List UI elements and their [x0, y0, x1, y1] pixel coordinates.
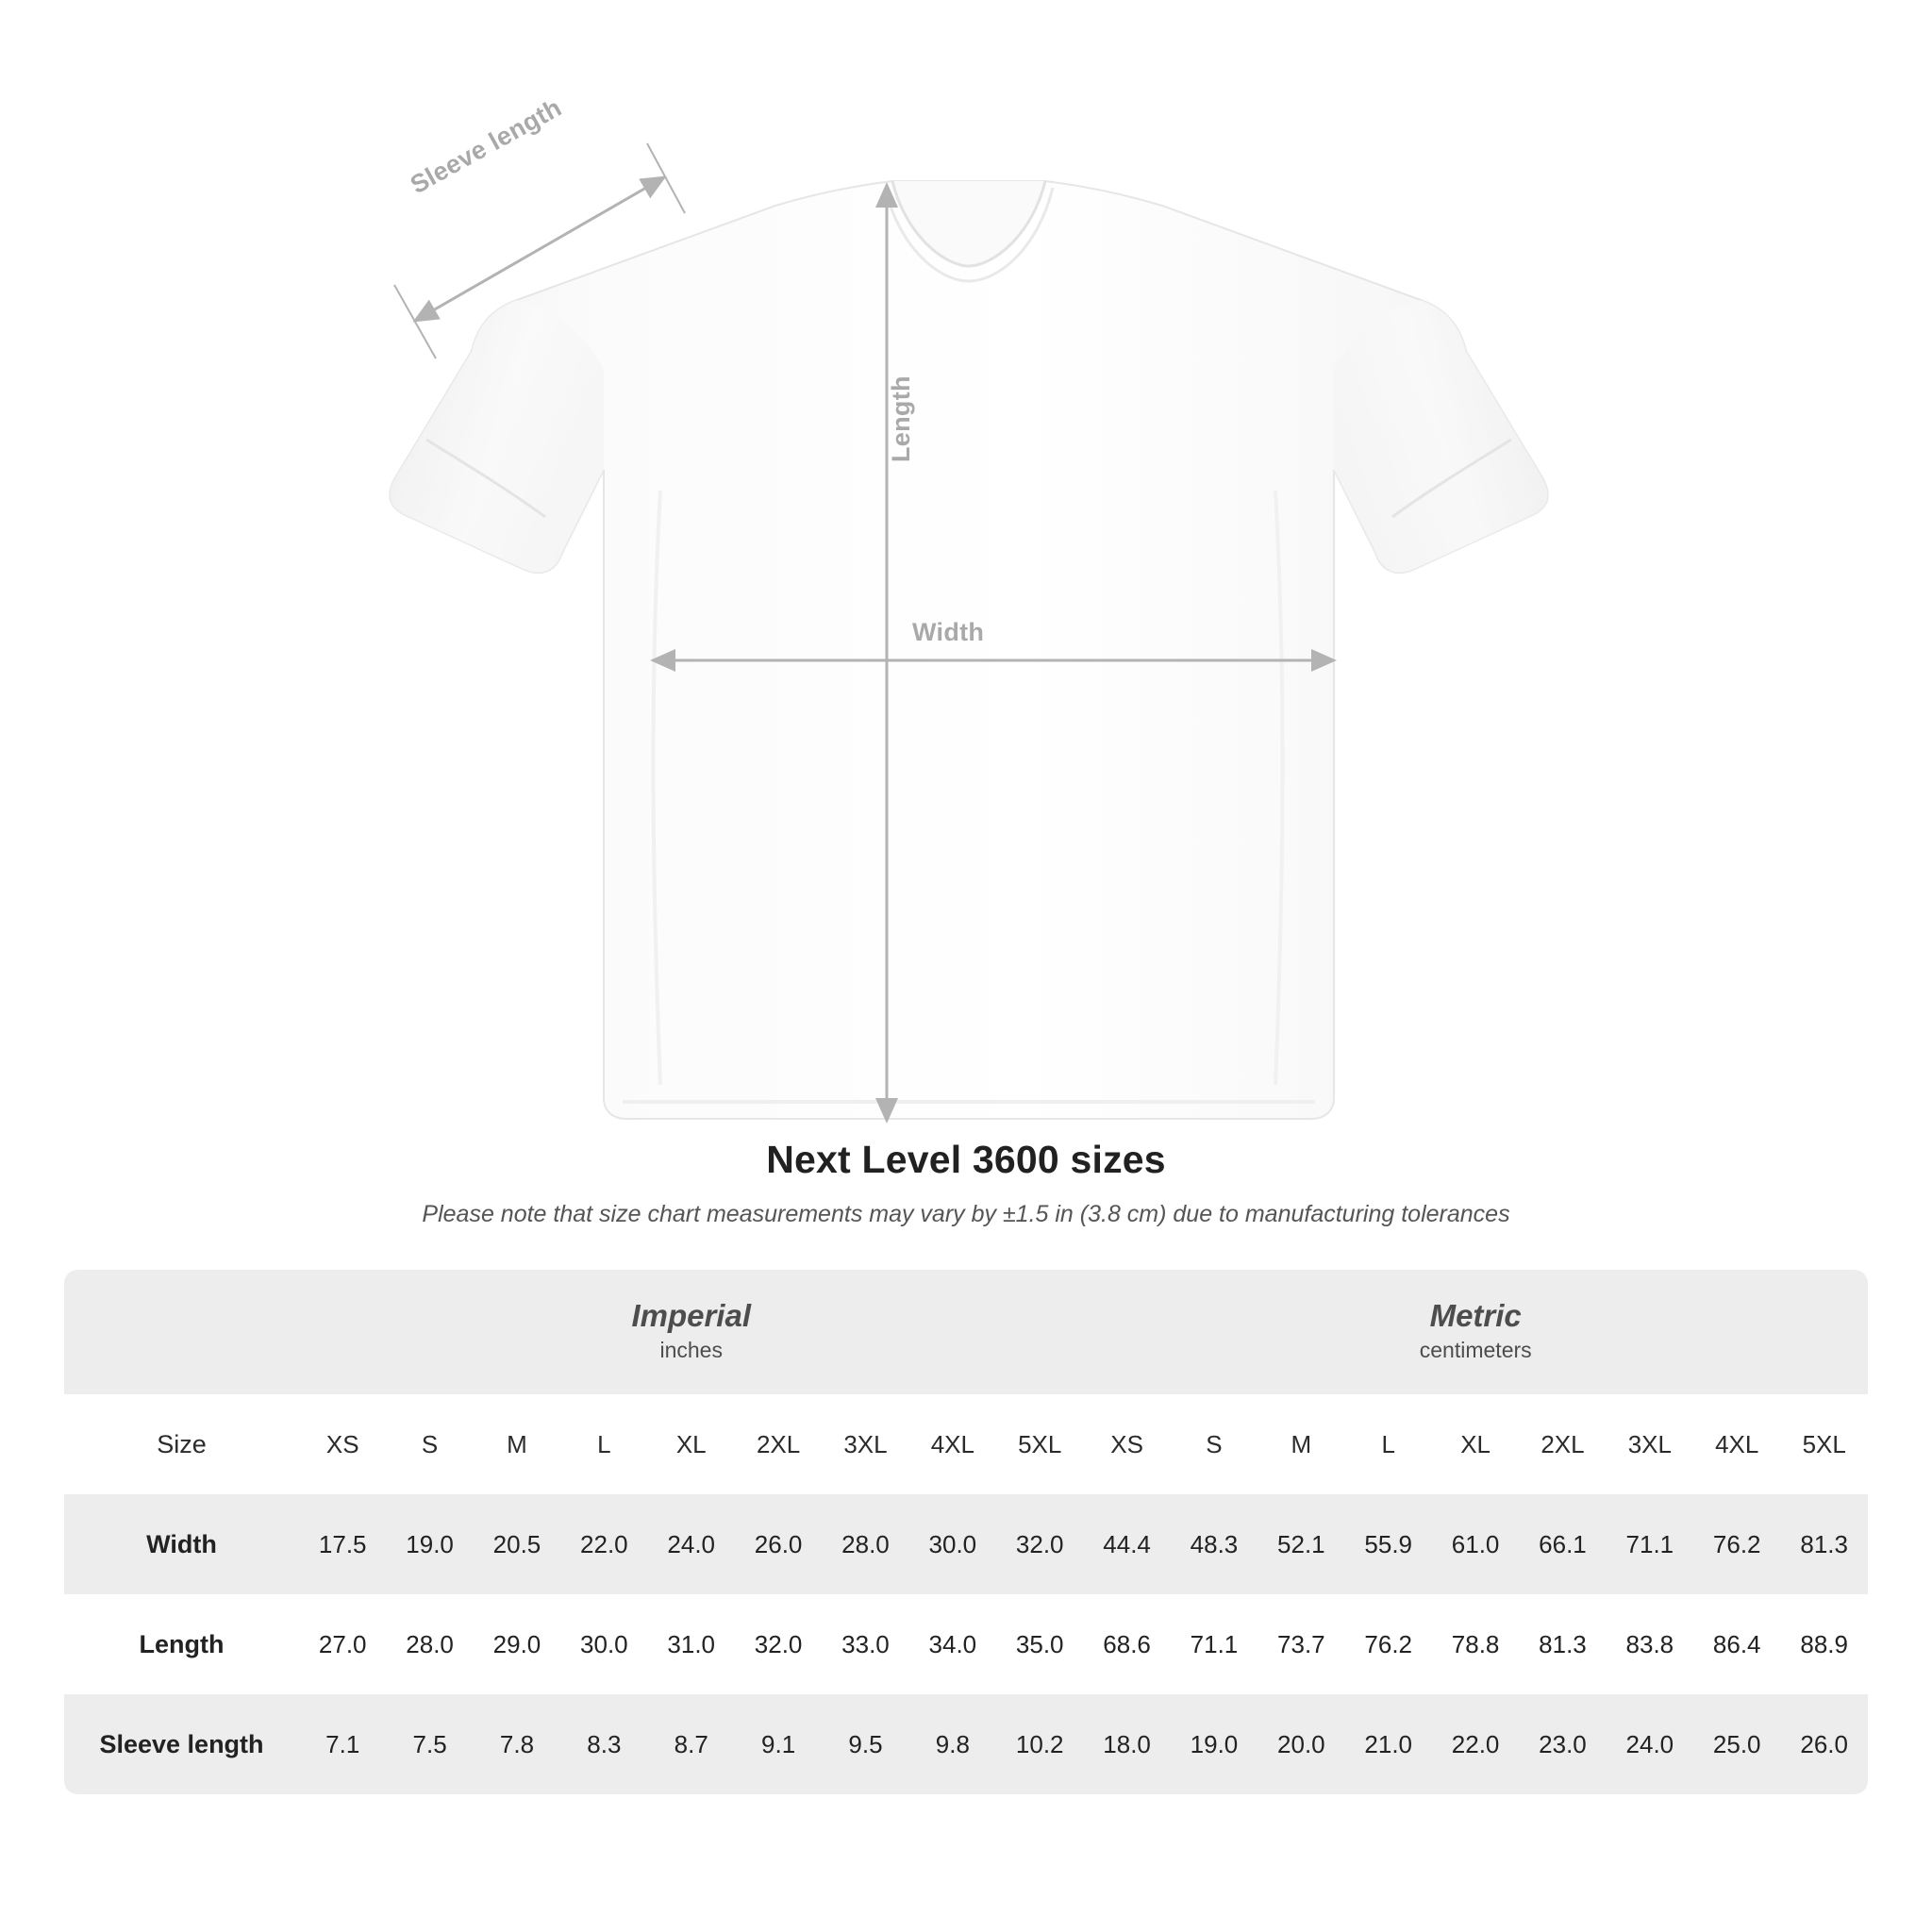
- row-label-width: Width: [64, 1494, 299, 1594]
- size-header-imperial-3xl: 3XL: [822, 1394, 908, 1494]
- cell-length-metric-xl: 78.8: [1432, 1594, 1519, 1694]
- table-row: [64, 1694, 1868, 1794]
- size-header-label: Size: [64, 1394, 299, 1494]
- cell-width-imperial-xl: 24.0: [648, 1494, 735, 1594]
- table-row: [64, 1594, 1868, 1694]
- cell-length-metric-s: 71.1: [1171, 1594, 1257, 1694]
- size-header-row: [64, 1394, 1868, 1494]
- cell-sleeve-metric-3xl: 24.0: [1607, 1694, 1693, 1794]
- cell-length-metric-xs: 68.6: [1083, 1594, 1170, 1694]
- size-header-metric-xl: XL: [1432, 1394, 1519, 1494]
- cell-length-imperial-3xl: 33.0: [822, 1594, 908, 1694]
- cell-width-imperial-3xl: 28.0: [822, 1494, 908, 1594]
- imperial-name: Imperial: [631, 1297, 751, 1333]
- size-header-metric-xs: XS: [1083, 1394, 1170, 1494]
- size-table: [64, 1270, 1868, 1794]
- cell-length-metric-3xl: 83.8: [1607, 1594, 1693, 1694]
- metric-name: Metric: [1429, 1297, 1522, 1333]
- cell-length-imperial-4xl: 34.0: [909, 1594, 996, 1694]
- width-label: Width: [912, 618, 985, 646]
- cell-sleeve-metric-xs: 18.0: [1083, 1694, 1170, 1794]
- cell-width-imperial-xs: 17.5: [299, 1494, 386, 1594]
- cell-width-imperial-l: 22.0: [560, 1494, 647, 1594]
- size-header-imperial-5xl: 5XL: [996, 1394, 1083, 1494]
- cell-sleeve-imperial-l: 8.3: [560, 1694, 647, 1794]
- cell-width-metric-xl: 61.0: [1432, 1494, 1519, 1594]
- cell-width-imperial-s: 19.0: [386, 1494, 473, 1594]
- size-header-metric-s: S: [1171, 1394, 1257, 1494]
- table-row: [64, 1494, 1868, 1594]
- size-header-imperial-xl: XL: [648, 1394, 735, 1494]
- cell-sleeve-imperial-xl: 8.7: [648, 1694, 735, 1794]
- metric-unit: centimeters: [1419, 1337, 1532, 1362]
- size-header-imperial-4xl: 4XL: [909, 1394, 996, 1494]
- unit-system-imperial: [299, 1270, 1083, 1394]
- page-title: Next Level 3600 sizes: [766, 1138, 1166, 1181]
- cell-sleeve-imperial-s: 7.5: [386, 1694, 473, 1794]
- cell-sleeve-metric-l: 21.0: [1345, 1694, 1432, 1794]
- cell-width-imperial-4xl: 30.0: [909, 1494, 996, 1594]
- cell-sleeve-imperial-5xl: 10.2: [996, 1694, 1083, 1794]
- size-header-metric-l: L: [1345, 1394, 1432, 1494]
- size-table-wrapper: [64, 1270, 1868, 1794]
- cell-sleeve-imperial-xs: 7.1: [299, 1694, 386, 1794]
- cell-width-metric-m: 52.1: [1257, 1494, 1344, 1594]
- cell-sleeve-imperial-m: 7.8: [474, 1694, 560, 1794]
- cell-sleeve-imperial-3xl: 9.5: [822, 1694, 908, 1794]
- cell-length-imperial-5xl: 35.0: [996, 1594, 1083, 1694]
- cell-width-metric-s: 48.3: [1171, 1494, 1257, 1594]
- row-label-sleeve-length: Sleeve length: [64, 1694, 299, 1794]
- imperial-unit: inches: [659, 1337, 723, 1362]
- cell-length-metric-2xl: 81.3: [1519, 1594, 1606, 1694]
- cell-length-imperial-2xl: 32.0: [735, 1594, 822, 1694]
- cell-sleeve-metric-2xl: 23.0: [1519, 1694, 1606, 1794]
- cell-sleeve-metric-4xl: 25.0: [1693, 1694, 1780, 1794]
- unit-system-metric: [1083, 1270, 1868, 1394]
- cell-sleeve-metric-s: 19.0: [1171, 1694, 1257, 1794]
- cell-width-imperial-2xl: 26.0: [735, 1494, 822, 1594]
- cell-length-imperial-l: 30.0: [560, 1594, 647, 1694]
- cell-width-imperial-5xl: 32.0: [996, 1494, 1083, 1594]
- cell-length-metric-l: 76.2: [1345, 1594, 1432, 1694]
- size-header-imperial-2xl: 2XL: [735, 1394, 822, 1494]
- cell-length-metric-4xl: 86.4: [1693, 1594, 1780, 1694]
- cell-length-imperial-s: 28.0: [386, 1594, 473, 1694]
- cell-length-imperial-xs: 27.0: [299, 1594, 386, 1694]
- unit-system-corner-cell: [64, 1270, 299, 1394]
- cell-sleeve-imperial-4xl: 9.8: [909, 1694, 996, 1794]
- cell-width-imperial-m: 20.5: [474, 1494, 560, 1594]
- size-header-imperial-xs: XS: [299, 1394, 386, 1494]
- title-block: [0, 1138, 1932, 1228]
- row-label-length: Length: [64, 1594, 299, 1694]
- size-header-imperial-s: S: [386, 1394, 473, 1494]
- unit-system-header-row: [64, 1270, 1868, 1394]
- length-label: Length: [887, 375, 915, 462]
- cell-width-metric-l: 55.9: [1345, 1494, 1432, 1594]
- size-header-metric-3xl: 3XL: [1607, 1394, 1693, 1494]
- cell-width-metric-4xl: 76.2: [1693, 1494, 1780, 1594]
- size-header-metric-4xl: 4XL: [1693, 1394, 1780, 1494]
- size-header-metric-m: M: [1257, 1394, 1344, 1494]
- cell-width-metric-3xl: 71.1: [1607, 1494, 1693, 1594]
- cell-sleeve-metric-5xl: 26.0: [1780, 1694, 1868, 1794]
- cell-length-metric-5xl: 88.9: [1780, 1594, 1868, 1694]
- cell-width-metric-xs: 44.4: [1083, 1494, 1170, 1594]
- tolerance-note: Please note that size chart measurements may vary by ±1.5 in (3.8 cm) due to manufacturing tolerances: [422, 1201, 1510, 1227]
- tshirt-shape: [390, 181, 1548, 1119]
- size-header-imperial-m: M: [474, 1394, 560, 1494]
- size-header-metric-5xl: 5XL: [1780, 1394, 1868, 1494]
- cell-length-metric-m: 73.7: [1257, 1594, 1344, 1694]
- cell-width-metric-2xl: 66.1: [1519, 1494, 1606, 1594]
- size-header-imperial-l: L: [560, 1394, 647, 1494]
- cell-length-imperial-xl: 31.0: [648, 1594, 735, 1694]
- cell-length-imperial-m: 29.0: [474, 1594, 560, 1694]
- cell-sleeve-imperial-2xl: 9.1: [735, 1694, 822, 1794]
- cell-sleeve-metric-m: 20.0: [1257, 1694, 1344, 1794]
- cell-width-metric-5xl: 81.3: [1780, 1494, 1868, 1594]
- sleeve-length-label: Sleeve length: [406, 92, 567, 200]
- cell-sleeve-metric-xl: 22.0: [1432, 1694, 1519, 1794]
- size-header-metric-2xl: 2XL: [1519, 1394, 1606, 1494]
